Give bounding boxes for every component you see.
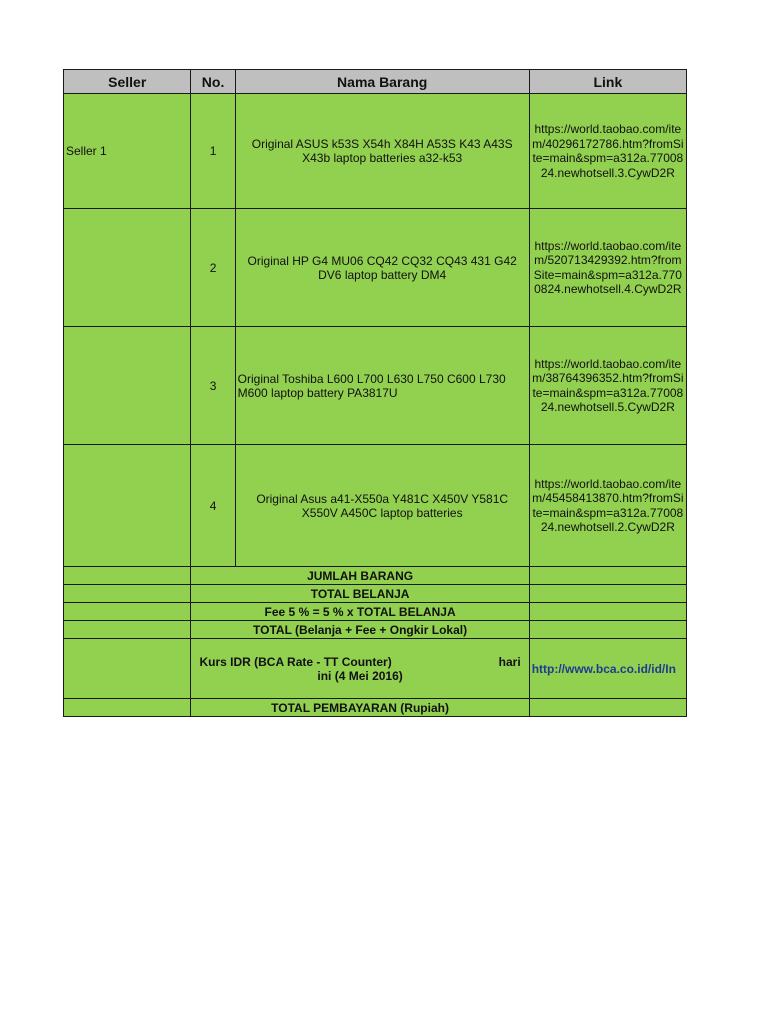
summary-row-total-pembayaran (64, 699, 687, 717)
kurs-line-1 (193, 655, 526, 669)
summary-row-jumlah (64, 567, 687, 585)
header-link[interactable]: Link (529, 70, 686, 94)
jumlah-barang-value[interactable] (529, 567, 686, 585)
seller-cell[interactable] (64, 327, 191, 445)
total-value[interactable] (529, 621, 686, 639)
summary-row-fee (64, 603, 687, 621)
header-no[interactable]: No. (191, 70, 235, 94)
summary-row-kurs (64, 639, 687, 699)
summary-blank-cell[interactable] (64, 639, 191, 699)
kurs-line-2: ini (4 Mei 2016) (317, 668, 403, 683)
item-name-cell[interactable]: Original HP G4 MU06 CQ42 CQ32 CQ43 431 G42 DV6 laptop battery DM4 (235, 209, 529, 327)
link-cell[interactable]: https://world.taobao.com/item/38764396352.htm?fromSite=main&spm=a312a.7700824.newhotsell.5.CywD2R (529, 327, 686, 445)
table-row (64, 94, 687, 209)
seller-cell[interactable] (64, 209, 191, 327)
summary-blank-cell[interactable] (64, 585, 191, 603)
seller-cell[interactable] (64, 445, 191, 567)
table-row (64, 209, 687, 327)
item-name-cell[interactable]: Original Asus a41-X550a Y481C X450V Y581C X550V A450C laptop batteries (235, 445, 529, 567)
order-table (63, 69, 687, 717)
table-row (64, 327, 687, 445)
summary-row-total-belanja (64, 585, 687, 603)
kurs-hari-text: hari (498, 654, 521, 669)
item-name-cell[interactable]: Original ASUS k53S X54h X84H A53S K43 A43S X43b laptop batteries a32-k53 (235, 94, 529, 209)
link-cell[interactable]: https://world.taobao.com/item/40296172786.htm?fromSite=main&spm=a312a.7700824.newhotsell.3.CywD2R (529, 94, 686, 209)
link-cell[interactable]: https://world.taobao.com/item/520713429392.htm?fromSite=main&spm=a312a.7700824.newhotsell.4.CywD2R (529, 209, 686, 327)
header-name[interactable]: Nama Barang (235, 70, 529, 94)
total-pembayaran-value[interactable] (529, 699, 686, 717)
total-belanja-label[interactable]: TOTAL BELANJA (191, 585, 529, 603)
no-cell[interactable]: 3 (191, 327, 235, 445)
summary-row-total (64, 621, 687, 639)
total-belanja-value[interactable] (529, 585, 686, 603)
header-row (64, 70, 687, 94)
fee-value[interactable] (529, 603, 686, 621)
summary-blank-cell[interactable] (64, 567, 191, 585)
seller-cell[interactable]: Seller 1 (64, 94, 191, 209)
spreadsheet (63, 69, 687, 717)
table-row (64, 445, 687, 567)
bca-rate-link[interactable]: http://www.bca.co.id/id/In (529, 639, 686, 699)
summary-blank-cell[interactable] (64, 621, 191, 639)
summary-blank-cell[interactable] (64, 603, 191, 621)
kurs-text: Kurs IDR (BCA Rate - TT Counter) (199, 654, 392, 669)
total-pembayaran-label[interactable]: TOTAL PEMBAYARAN (Rupiah) (191, 699, 529, 717)
item-name-cell[interactable]: Original Toshiba L600 L700 L630 L750 C600 L730 M600 laptop battery PA3817U (235, 327, 529, 445)
jumlah-barang-label[interactable]: JUMLAH BARANG (191, 567, 529, 585)
summary-blank-cell[interactable] (64, 699, 191, 717)
no-cell[interactable]: 4 (191, 445, 235, 567)
fee-label[interactable]: Fee 5 % = 5 % x TOTAL BELANJA (191, 603, 529, 621)
link-cell[interactable]: https://world.taobao.com/item/45458413870.htm?fromSite=main&spm=a312a.7700824.newhotsell.2.CywD2R (529, 445, 686, 567)
no-cell[interactable]: 1 (191, 94, 235, 209)
no-cell[interactable]: 2 (191, 209, 235, 327)
total-label[interactable]: TOTAL (Belanja + Fee + Ongkir Lokal) (191, 621, 529, 639)
kurs-label-cell[interactable] (191, 639, 529, 699)
header-seller[interactable]: Seller (64, 70, 191, 94)
